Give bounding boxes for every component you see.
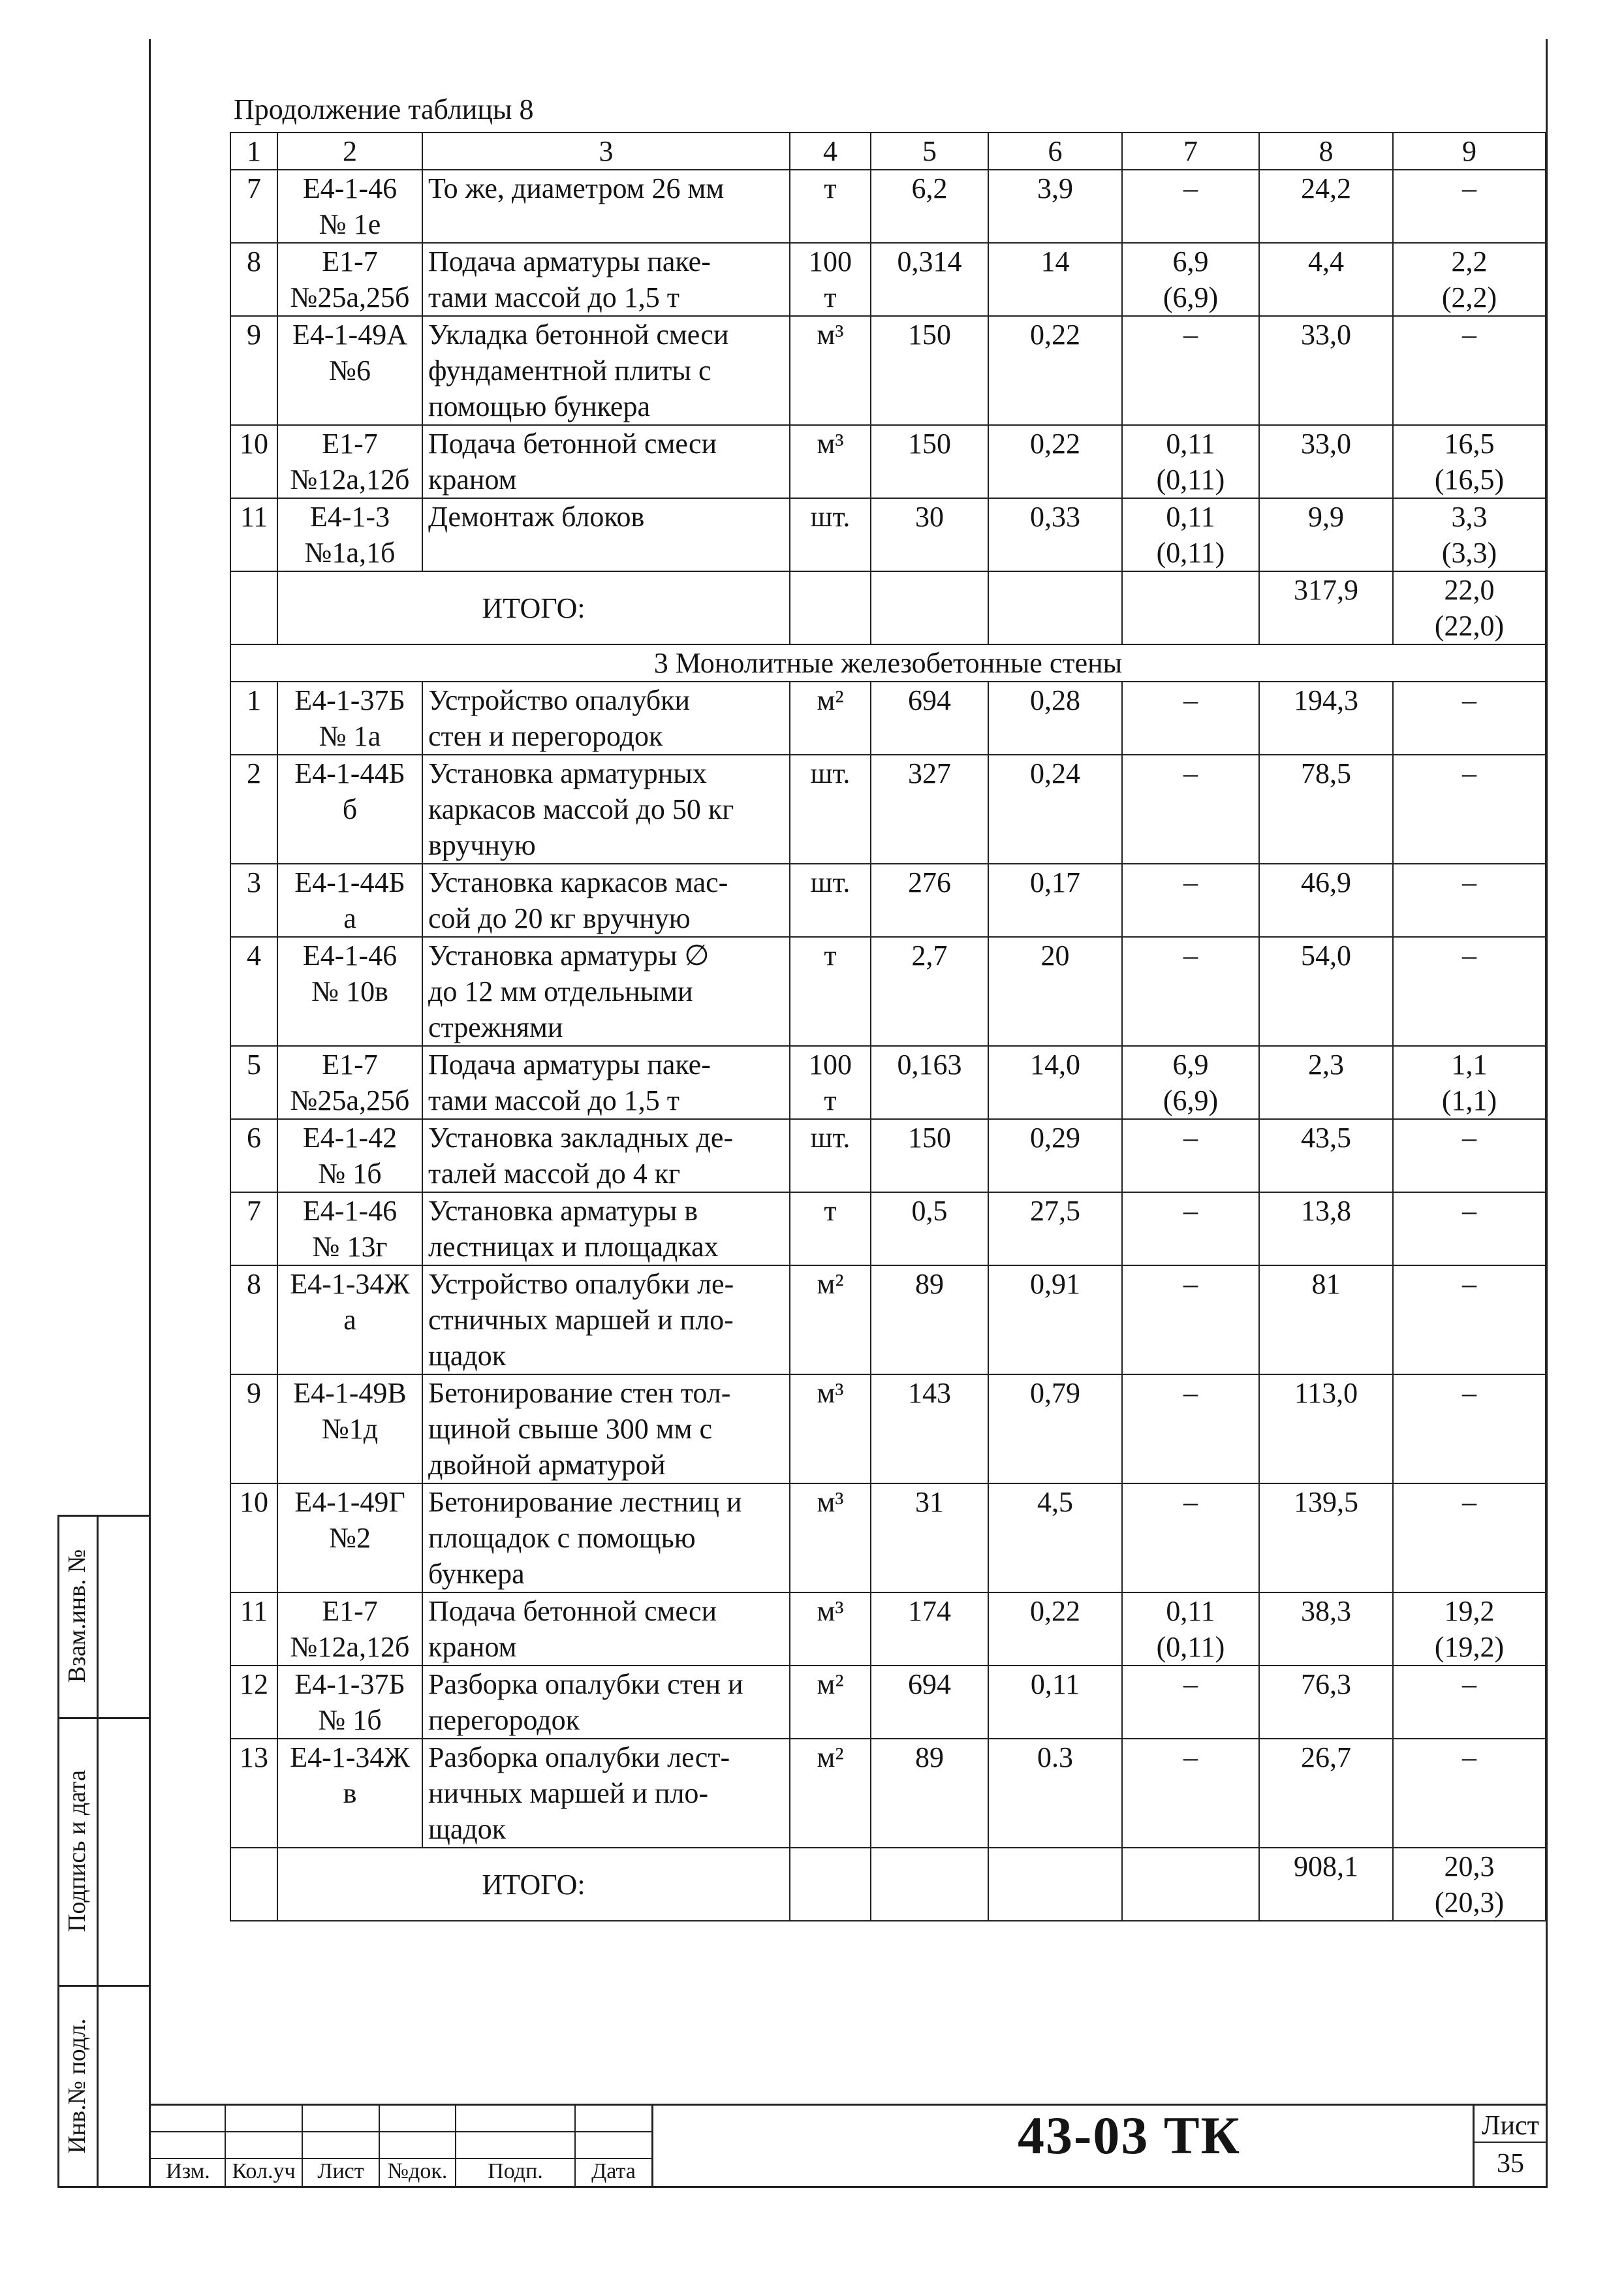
quantity-cell: 89 (871, 1265, 988, 1374)
table-row (230, 1739, 1546, 1848)
total-label: ИТОГО: (277, 571, 790, 644)
norm-code-cell: Е4-1-42 № 1б (277, 1119, 422, 1192)
unit-cell: 100 т (790, 243, 871, 316)
norm-code-cell: Е4-1-46 № 13г (277, 1192, 422, 1265)
labor-total-cell: 33,0 (1259, 316, 1393, 425)
time-norm-cell: 0,11 (988, 1666, 1122, 1739)
time-norm-cell: 3,9 (988, 170, 1122, 243)
quantity-cell: 89 (871, 1739, 988, 1848)
labor-total-cell: 33,0 (1259, 425, 1393, 498)
machine-total-cell: 2,2 (2,2) (1393, 243, 1546, 316)
stamp-label-kol: Кол.уч (232, 2159, 296, 2183)
quantity-cell: 150 (871, 425, 988, 498)
unit-cell: м³ (790, 425, 871, 498)
table-row (230, 498, 1546, 571)
row-number-cell: 8 (230, 1265, 277, 1374)
total-empty-cell (988, 1848, 1122, 1921)
machine-total-cell: 16,5 (16,5) (1393, 425, 1546, 498)
norm-code-cell: Е4-1-46 № 1е (277, 170, 422, 243)
time-norm-cell: 0,91 (988, 1265, 1122, 1374)
unit-cell: м³ (790, 1483, 871, 1592)
norm-code-cell: Е4-1-37Б № 1а (277, 682, 422, 755)
quantity-cell: 150 (871, 316, 988, 425)
labor-total-cell: 43,5 (1259, 1119, 1393, 1192)
machine-norm-cell: – (1122, 1483, 1259, 1592)
table-row (230, 1666, 1546, 1739)
norm-code-cell: Е4-1-34Ж в (277, 1739, 422, 1848)
work-name-cell: То же, диаметром 26 мм (422, 170, 790, 243)
time-norm-cell: 0,28 (988, 682, 1122, 755)
quantity-cell: 174 (871, 1592, 988, 1666)
norm-code-cell: Е4-1-49А №6 (277, 316, 422, 425)
machine-total-cell: – (1393, 1483, 1546, 1592)
work-name-cell: Бетонирование лестниц и площадок с помощью бункера (422, 1483, 790, 1592)
work-name-cell: Укладка бетонной смеси фундаментной плиты с помощью бункера (422, 316, 790, 425)
time-norm-cell: 0,29 (988, 1119, 1122, 1192)
norm-code-cell: Е1-7 №12а,12б (277, 1592, 422, 1666)
stamp-label-podp: Подп. (488, 2159, 543, 2183)
margin-podpis-data: Подпись и дата (63, 1769, 91, 1933)
machine-norm-cell: – (1122, 170, 1259, 243)
section-row (230, 644, 1546, 682)
machine-norm-cell: 0,11 (0,11) (1122, 425, 1259, 498)
machine-norm-cell: – (1122, 1666, 1259, 1739)
norm-code-cell: Е1-7 №12а,12б (277, 425, 422, 498)
machine-norm-cell: – (1122, 1265, 1259, 1374)
stamp-right-row-line (1474, 2142, 1548, 2143)
margin-vzam-inv: Взам.инв. № (63, 1549, 91, 1683)
unit-cell: м² (790, 1666, 871, 1739)
quantity-cell: 694 (871, 1666, 988, 1739)
work-name-cell: Подача арматуры паке- тами массой до 1,5 т (422, 1046, 790, 1119)
row-number-cell: 9 (230, 1374, 277, 1483)
row-number-cell: 6 (230, 1119, 277, 1192)
table-caption: Продолжение таблицы 8 (234, 93, 534, 125)
machine-norm-cell: – (1122, 1739, 1259, 1848)
machine-norm-cell: – (1122, 316, 1259, 425)
table-row (230, 1592, 1546, 1666)
stamp-label-ndok: №док. (387, 2159, 448, 2183)
time-norm-cell: 0.3 (988, 1739, 1122, 1848)
machine-norm-cell: – (1122, 1119, 1259, 1192)
machine-norm-cell: – (1122, 755, 1259, 864)
stamp-label-data: Дата (591, 2159, 636, 2183)
frame-left-line (149, 39, 151, 2187)
total-row (230, 1848, 1546, 1921)
quantity-cell: 30 (871, 498, 988, 571)
labor-total-cell: 2,3 (1259, 1046, 1393, 1119)
quantity-cell: 0,163 (871, 1046, 988, 1119)
norm-code-cell: Е1-7 №25а,25б (277, 1046, 422, 1119)
norm-code-cell: Е4-1-44Б б (277, 755, 422, 864)
labor-total-cell: 139,5 (1259, 1483, 1393, 1592)
machine-total-cell: – (1393, 1374, 1546, 1483)
unit-cell: шт. (790, 864, 871, 937)
labor-total-cell: 26,7 (1259, 1739, 1393, 1848)
norm-code-cell: Е4-1-3 №1а,1б (277, 498, 422, 571)
row-number-cell: 4 (230, 937, 277, 1046)
margin-sep-2 (57, 1985, 151, 1987)
machine-total-cell: – (1393, 682, 1546, 755)
row-number-cell: 9 (230, 316, 277, 425)
quantity-cell: 2,7 (871, 937, 988, 1046)
labor-total-cell: 113,0 (1259, 1374, 1393, 1483)
stamp-label-izm: Изм. (166, 2159, 210, 2183)
header-cell: 5 (871, 133, 988, 170)
stamp-divider (651, 2104, 653, 2187)
table-row (230, 1265, 1546, 1374)
labor-total-cell: 81 (1259, 1265, 1393, 1374)
row-number-cell: 7 (230, 1192, 277, 1265)
row-number-cell: 10 (230, 1483, 277, 1592)
machine-total-cell: – (1393, 864, 1546, 937)
margin-inner-line (97, 1515, 99, 2187)
machine-total-cell: – (1393, 170, 1546, 243)
table-row (230, 755, 1546, 864)
machine-norm-cell: 6,9 (6,9) (1122, 1046, 1259, 1119)
total-row (230, 571, 1546, 644)
labor-total-cell: 24,2 (1259, 170, 1393, 243)
work-name-cell: Подача бетонной смеси краном (422, 425, 790, 498)
table-row (230, 1374, 1546, 1483)
table-row (230, 425, 1546, 498)
machine-norm-cell: 6,9 (6,9) (1122, 243, 1259, 316)
work-name-cell: Бетонирование стен тол- щиной свыше 300 мм с двойной арматурой (422, 1374, 790, 1483)
machine-total-cell: – (1393, 1666, 1546, 1739)
stamp-bottom-line (149, 2186, 1548, 2188)
margin-outer-line (57, 1515, 59, 2187)
time-norm-cell: 14,0 (988, 1046, 1122, 1119)
header-cell: 8 (1259, 133, 1393, 170)
quantity-cell: 276 (871, 864, 988, 937)
machine-norm-cell: 0,11 (0,11) (1122, 1592, 1259, 1666)
quantity-cell: 0,5 (871, 1192, 988, 1265)
margin-inv-podl: Инв.№ подл. (63, 2018, 91, 2154)
machine-norm-cell: 0,11 (0,11) (1122, 498, 1259, 571)
machine-total-cell: – (1393, 937, 1546, 1046)
margin-bottom-line (57, 2186, 151, 2188)
quantity-cell: 31 (871, 1483, 988, 1592)
machine-norm-cell: – (1122, 937, 1259, 1046)
work-name-cell: Устройство опалубки ле- стничных маршей и пло- щадок (422, 1265, 790, 1374)
total-empty-cell (790, 571, 871, 644)
work-name-cell: Установка арматурных каркасов массой до 50 кг вручную (422, 755, 790, 864)
total-empty-cell (871, 1848, 988, 1921)
total-machine-cell: 20,3 (20,3) (1393, 1848, 1546, 1921)
labor-total-cell: 78,5 (1259, 755, 1393, 864)
machine-total-cell: – (1393, 1192, 1546, 1265)
sheet-number: 35 (1497, 2149, 1524, 2179)
labor-total-cell: 13,8 (1259, 1192, 1393, 1265)
total-machine-cell: 22,0 (22,0) (1393, 571, 1546, 644)
table-row (230, 170, 1546, 243)
margin-sep-1 (57, 1717, 151, 1719)
unit-cell: м² (790, 682, 871, 755)
machine-norm-cell: – (1122, 1374, 1259, 1483)
work-name-cell: Установка закладных де- талей массой до 4 кг (422, 1119, 790, 1192)
labor-total-cell: 4,4 (1259, 243, 1393, 316)
row-number-cell: 8 (230, 243, 277, 316)
quantity-cell: 143 (871, 1374, 988, 1483)
norm-code-cell: Е4-1-34Ж а (277, 1265, 422, 1374)
table-row (230, 937, 1546, 1046)
total-empty-cell (790, 1848, 871, 1921)
work-name-cell: Демонтаж блоков (422, 498, 790, 571)
labor-total-cell: 46,9 (1259, 864, 1393, 937)
table-body (230, 133, 1546, 1921)
row-number-cell: 11 (230, 1592, 277, 1666)
unit-cell: шт. (790, 755, 871, 864)
machine-total-cell: – (1393, 1265, 1546, 1374)
time-norm-cell: 27,5 (988, 1192, 1122, 1265)
resource-table (230, 132, 1546, 1921)
header-cell: 3 (422, 133, 790, 170)
unit-cell: м² (790, 1265, 871, 1374)
quantity-cell: 150 (871, 1119, 988, 1192)
time-norm-cell: 0,33 (988, 498, 1122, 571)
quantity-cell: 0,314 (871, 243, 988, 316)
section-title: 3 Монолитные железобетонные стены (230, 644, 1546, 682)
total-empty-cell (1122, 1848, 1259, 1921)
machine-total-cell: – (1393, 316, 1546, 425)
work-name-cell: Подача бетонной смеси краном (422, 1592, 790, 1666)
quantity-cell: 6,2 (871, 170, 988, 243)
machine-total-cell: 3,3 (3,3) (1393, 498, 1546, 571)
row-number-cell: 1 (230, 682, 277, 755)
row-number-cell: 2 (230, 755, 277, 864)
document-code: 43-03 ТК (1018, 2106, 1241, 2165)
table-row (230, 1483, 1546, 1592)
unit-cell: м² (790, 1739, 871, 1848)
unit-cell: т (790, 170, 871, 243)
time-norm-cell: 0,79 (988, 1374, 1122, 1483)
machine-total-cell: – (1393, 1739, 1546, 1848)
unit-cell: шт. (790, 1119, 871, 1192)
row-number-cell: 7 (230, 170, 277, 243)
unit-cell: т (790, 937, 871, 1046)
time-norm-cell: 20 (988, 937, 1122, 1046)
time-norm-cell: 0,22 (988, 425, 1122, 498)
machine-total-cell: 19,2 (19,2) (1393, 1592, 1546, 1666)
machine-total-cell: – (1393, 1119, 1546, 1192)
table-row (230, 864, 1546, 937)
table-row (230, 243, 1546, 316)
header-cell: 9 (1393, 133, 1546, 170)
time-norm-cell: 14 (988, 243, 1122, 316)
machine-total-cell: – (1393, 755, 1546, 864)
header-cell: 4 (790, 133, 871, 170)
header-cell: 1 (230, 133, 277, 170)
quantity-cell: 694 (871, 682, 988, 755)
total-empty-cell (988, 571, 1122, 644)
norm-code-cell: Е4-1-49Г №2 (277, 1483, 422, 1592)
total-labor-cell: 908,1 (1259, 1848, 1393, 1921)
norm-code-cell: Е4-1-46 № 10в (277, 937, 422, 1046)
machine-total-cell: 1,1 (1,1) (1393, 1046, 1546, 1119)
norm-code-cell: Е4-1-44Б а (277, 864, 422, 937)
sheet-label: Лист (1482, 2111, 1539, 2141)
table-row (230, 1119, 1546, 1192)
labor-total-cell: 9,9 (1259, 498, 1393, 571)
work-name-cell: Установка арматуры ∅ до 12 мм отдельными стрежнями (422, 937, 790, 1046)
unit-cell: м³ (790, 1592, 871, 1666)
total-label: ИТОГО: (277, 1848, 790, 1921)
norm-code-cell: Е4-1-49В №1д (277, 1374, 422, 1483)
row-number-cell: 13 (230, 1739, 277, 1848)
time-norm-cell: 0,17 (988, 864, 1122, 937)
unit-cell: т (790, 1192, 871, 1265)
machine-norm-cell: – (1122, 864, 1259, 937)
header-cell: 2 (277, 133, 422, 170)
time-norm-cell: 0,22 (988, 316, 1122, 425)
row-number-cell: 10 (230, 425, 277, 498)
labor-total-cell: 76,3 (1259, 1666, 1393, 1739)
total-empty-cell (230, 571, 277, 644)
time-norm-cell: 0,24 (988, 755, 1122, 864)
time-norm-cell: 0,22 (988, 1592, 1122, 1666)
unit-cell: м³ (790, 316, 871, 425)
machine-norm-cell: – (1122, 682, 1259, 755)
work-name-cell: Разборка опалубки стен и перегородок (422, 1666, 790, 1739)
header-cell: 7 (1122, 133, 1259, 170)
stamp-label-list: Лист (317, 2159, 364, 2183)
work-name-cell: Устройство опалубки стен и перегородок (422, 682, 790, 755)
total-labor-cell: 317,9 (1259, 571, 1393, 644)
unit-cell: 100 т (790, 1046, 871, 1119)
work-name-cell: Разборка опалубки лест- ничных маршей и пло- щадок (422, 1739, 790, 1848)
norm-code-cell: Е4-1-37Б № 1б (277, 1666, 422, 1739)
row-number-cell: 3 (230, 864, 277, 937)
total-empty-cell (871, 571, 988, 644)
total-empty-cell (230, 1848, 277, 1921)
header-cell: 6 (988, 133, 1122, 170)
time-norm-cell: 4,5 (988, 1483, 1122, 1592)
machine-norm-cell: – (1122, 1192, 1259, 1265)
total-empty-cell (1122, 571, 1259, 644)
table-row (230, 1046, 1546, 1119)
work-name-cell: Подача арматуры паке- тами массой до 1,5 т (422, 243, 790, 316)
table-row (230, 316, 1546, 425)
margin-top-line (57, 1515, 151, 1517)
work-name-cell: Установка каркасов мас- сой до 20 кг вручную (422, 864, 790, 937)
work-name-cell: Установка арматуры в лестницах и площадках (422, 1192, 790, 1265)
norm-code-cell: Е1-7 №25а,25б (277, 243, 422, 316)
unit-cell: шт. (790, 498, 871, 571)
row-number-cell: 5 (230, 1046, 277, 1119)
table-row (230, 1192, 1546, 1265)
labor-total-cell: 54,0 (1259, 937, 1393, 1046)
row-number-cell: 11 (230, 498, 277, 571)
labor-total-cell: 38,3 (1259, 1592, 1393, 1666)
header-row (230, 133, 1546, 170)
row-number-cell: 12 (230, 1666, 277, 1739)
table-row (230, 682, 1546, 755)
unit-cell: м³ (790, 1374, 871, 1483)
labor-total-cell: 194,3 (1259, 682, 1393, 755)
quantity-cell: 327 (871, 755, 988, 864)
